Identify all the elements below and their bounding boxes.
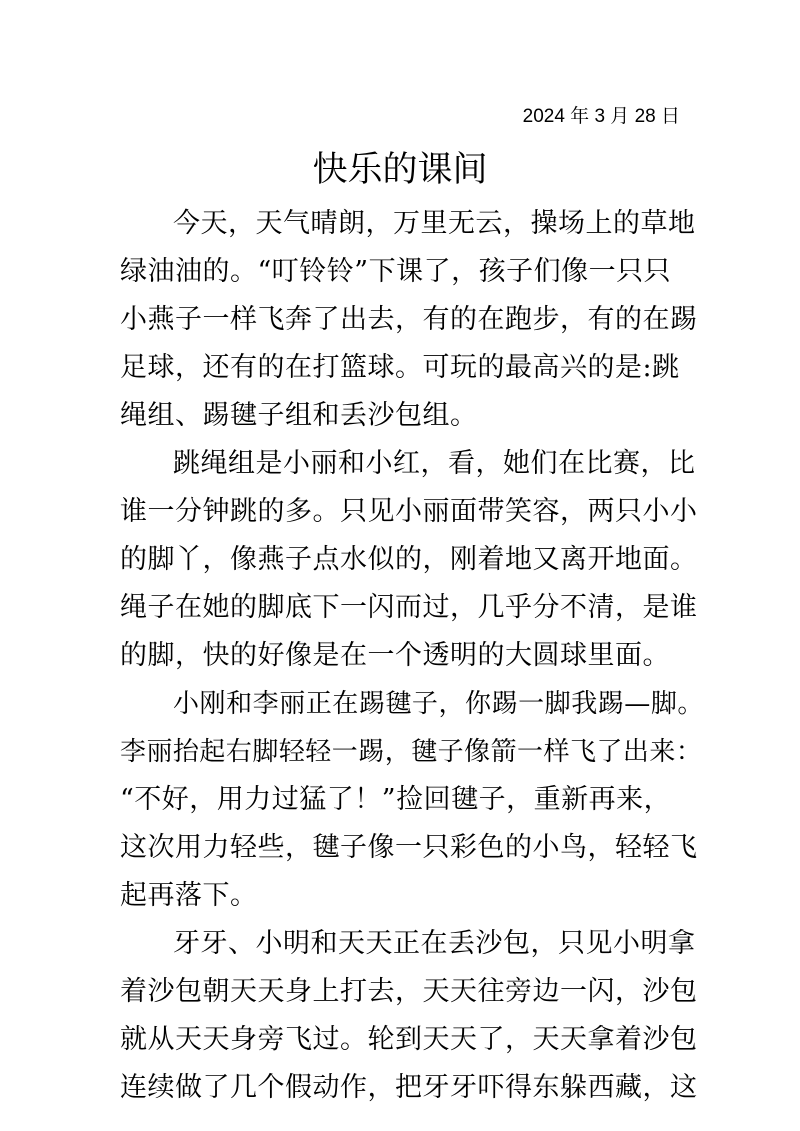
paragraph-line: 谁一分钟跳的多。只见小丽面带笑容，两只小小 <box>120 496 698 527</box>
paragraph-first-line: 小刚和李丽正在踢毽子，你踢一脚我踢—脚。 <box>173 689 704 719</box>
paragraph-first-line: 跳绳组是小丽和小红，看，她们在比赛，比 <box>173 448 696 479</box>
paragraph-line: 这次用力轻些，毽子像一只彩色的小鸟，轻轻飞 <box>120 832 698 863</box>
paragraph-line: 小燕子一样飞奔了出去，有的在跑步，有的在踢 <box>120 304 698 335</box>
paragraph-line: 的脚，快的好像是在一个透明的大圆球里面。 <box>120 640 670 671</box>
paragraph-line: 李丽抬起右脚轻轻一踢，毽子像箭一样飞了出来： <box>120 737 703 767</box>
document-body <box>120 200 704 1112</box>
paragraph-line: 起再落下。 <box>120 880 258 911</box>
paragraph-first-line: 牙牙、小明和天天正在丢沙包，只见小明拿 <box>173 928 696 959</box>
paragraph-line: 的脚丫，像燕子点水似的，刚着地又离开地面。 <box>120 544 698 575</box>
paragraph-line: 绳组、踢毽子组和丢沙包组。 <box>120 400 478 431</box>
paragraph-line: 连续做了几个假动作，把牙牙吓得东躲西藏，这 <box>120 1072 698 1103</box>
paragraph-line: “不好，用力过猛了！”捡回毽子，重新再来， <box>120 784 672 815</box>
paragraph-line: 就从天天身旁飞过。轮到天天了，天天拿着沙包 <box>120 1024 698 1055</box>
paragraph-first-line: 今天，天气晴朗，万里无云，操场上的草地 <box>173 208 696 239</box>
paragraph-line: 足球，还有的在打篮球。可玩的最高兴的是:跳 <box>120 352 680 383</box>
paragraph-line: 着沙包朝天天身上打去，天天往旁边一闪，沙包 <box>120 976 698 1007</box>
document-title: 快乐的课间 <box>312 150 488 190</box>
paragraph-line: 绳子在她的脚底下一闪而过，几乎分不清，是谁 <box>120 592 698 623</box>
document-date: 2024 年 3 月 28 日 <box>522 106 680 127</box>
paragraph-line: 绿油油的。“叮铃铃”下课了，孩子们像一只只 <box>120 256 672 287</box>
